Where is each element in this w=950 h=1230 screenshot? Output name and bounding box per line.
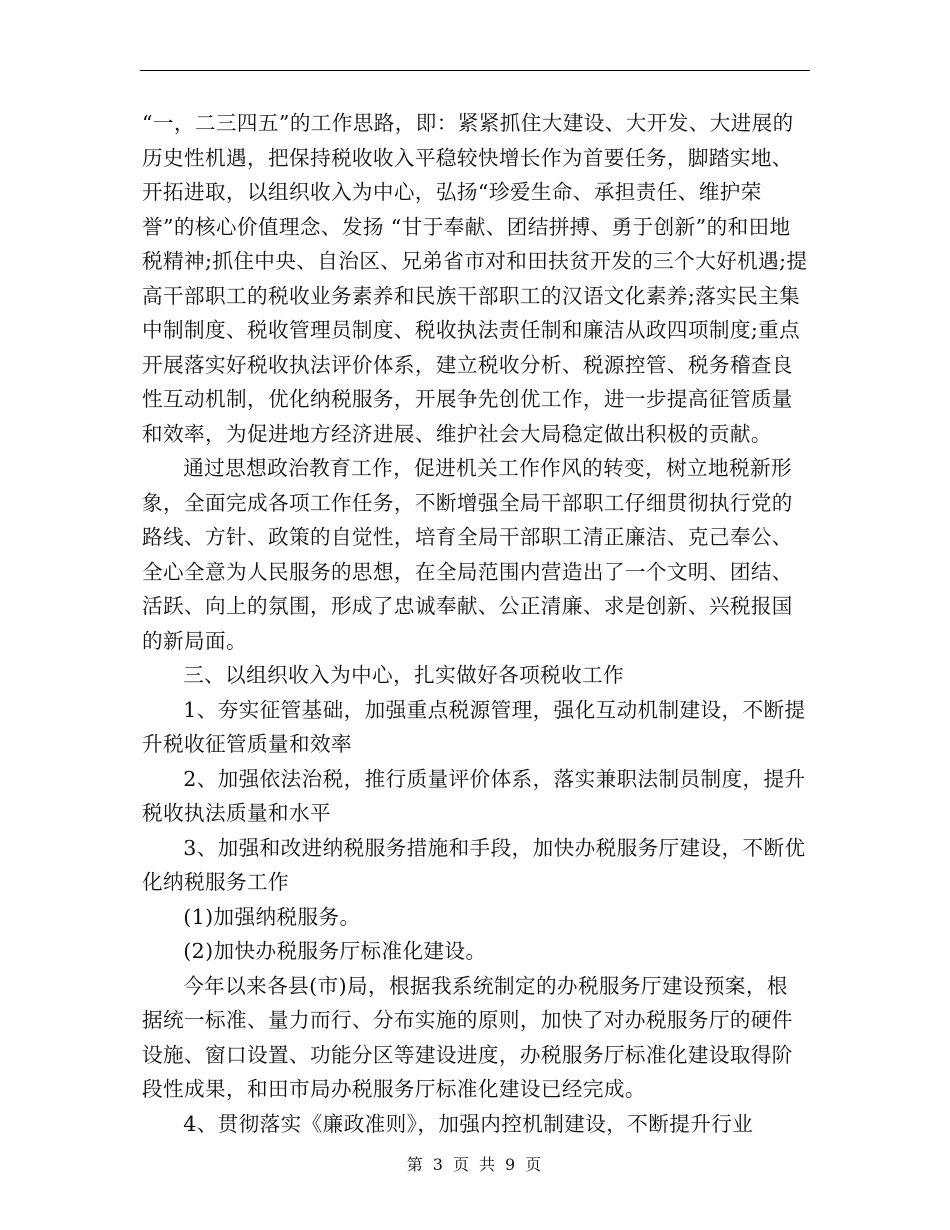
sub-item-1: (1)加强纳税服务。 xyxy=(183,904,361,929)
page-footer xyxy=(0,1152,950,1175)
paragraph-service-hall: 今年以来各县(市)局，根据我系统制定的办税服务厅建设预案，根据统一标准、量力而行、分布实施的原则，加快了对办税服务厅的硬件设施、窗口设置、功能分区等建设进度，办税服务厅标准化建设取得阶段性成果，和田市局办税服务厅标准化建设已经完成。 xyxy=(142,973,793,1101)
footer-suffix: 页 xyxy=(525,1155,544,1174)
paragraph-work-approach: “一，二三四五”的工作思路，即：紧紧抓住大建设、大开发、大进展的历史性机遇，把保持税收收入平稳较快增长作为首要任务，脚踏实地、开拓进取，以组织收入为中心，弘扬“珍爱生命、承担责任、维护荣誉”的核心价值理念、发扬 “甘于奉献、团结拼搏、勇于创新”的和田地税精神;抓住中央、自治区、兄弟省市对和田扶贫开发的三个大好机遇;提高干部职工的税收业务素养和民族干部职工的汉语文化素养;落实民主集中制制度、税收管理员制度、税收执法责任制和廉洁从政四项制度;重点开展落实好税收执法评价体系，建立税收分析、税源控管、税务稽查良性互动机制，优化纳税服务，开展争先创优工作，进一步提高征管质量和效率，为促进地方经济进展、维护社会大局稳定做出积极的贡献。 xyxy=(142,111,808,446)
footer-prefix: 第 xyxy=(406,1155,425,1174)
paragraph-political-education: 通过思想政治教育工作，促进机关工作作风的转变，树立地税新形象，全面完成各项工作任务，不断增强全局干部职工仔细贯彻执行党的路线、方针、政策的自觉性，培育全局干部职工清正廉洁、克己奉公、全心全意为人民服务的思想，在全局范围内营造出了一个文明、团结、活跃、向上的氛围，形成了忠诚奉献、公正清廉、求是创新、兴税报国的新局面。 xyxy=(142,456,793,653)
document-body xyxy=(142,106,808,1141)
list-item-3: 3、加强和改进纳税服务措施和手段，加快办税服务厅建设，不断优化纳税服务工作 xyxy=(142,835,806,894)
footer-page-label: 页 xyxy=(452,1155,471,1174)
sub-item-2: (2)加快办税服务厅标准化建设。 xyxy=(183,939,487,963)
list-item-4: 4、贯彻落实《廉政准则》，加强内控机制建设，不断提升行业 xyxy=(183,1111,754,1136)
footer-total-label: 共 xyxy=(479,1155,498,1174)
list-item-1: 1、夯实征管基础，加强重点税源管理，强化互动机制建设，不断提升税收征管质量和效率 xyxy=(142,697,806,756)
section-heading-3: 三、以组织收入为中心，扎实做好各项税收工作 xyxy=(183,663,625,687)
list-item-2: 2、加强依法治税，推行质量评价体系，落实兼职法制员制度，提升税收执法质量和水平 xyxy=(142,766,806,825)
header-rule xyxy=(140,70,810,71)
total-pages-number: 9 xyxy=(505,1155,518,1174)
current-page-number: 3 xyxy=(432,1155,445,1174)
